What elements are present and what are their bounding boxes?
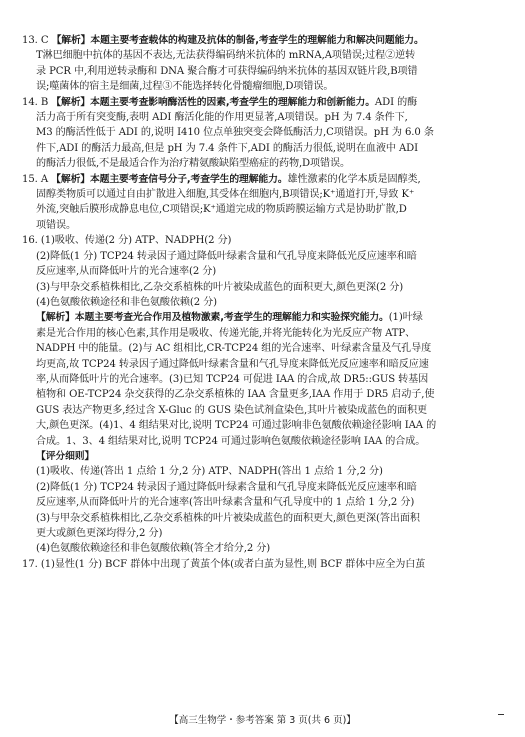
text-line <box>22 434 504 449</box>
text-segment: (2)降低(1 分) TCP24 转录因子通过降低叶绿素含量和气孔导度来降低光反应速率和暗 <box>36 481 417 493</box>
text-line <box>22 64 504 79</box>
text-line <box>22 172 504 187</box>
text-segment: 误;噬菌体的宿主是细菌,过程③不能选择转化骨髓瘤细胞,D项错误。 <box>36 81 334 93</box>
text-segment: (3)与甲杂交系植株相比,乙杂交系植株的叶片被染成蓝色的面积更大,颜色更深(答出面积 <box>36 512 420 524</box>
text-segment: 雄性激素的化学本质是固醇类, <box>287 173 421 185</box>
text-segment: T淋巴细胞中抗体的基因不表达,无法获得编码纳米抗体的 mRNA,A项错误;过程②逆转 <box>36 50 416 62</box>
text-line <box>22 141 504 156</box>
bold-text: 【解析】本题主要考查影响酶活性的因素,考查学生的理解能力和创新能力。 <box>51 96 375 108</box>
text-segment: 合成。1、3、4 组结果对比,说明 TCP24 可通过影响色氨酸依赖途径影响 IAA 的合成。 <box>36 435 426 447</box>
text-line <box>22 110 504 125</box>
text-line <box>22 95 504 110</box>
text-segment: 植物和 OE-TCP24 杂交获得的乙杂交系植株的 IAA 含量更多,IAA 作用于 DR5 启动子,使 <box>36 389 435 401</box>
text-segment: 活力高于所有突变酶,表明 ADI 酶活化能的作用更显著,A项错误。pH 为 7.4 条件下, <box>36 112 408 124</box>
text-line <box>22 449 504 464</box>
text-segment: 率,从而降低叶片的光合速率。(3)已知 TCP24 可促进 IAA 的合成,故 DR5::GUS 转基因 <box>36 373 429 385</box>
text-line <box>22 387 504 402</box>
answer-content <box>22 33 504 572</box>
text-line <box>22 541 504 556</box>
text-segment: 素是光合作用的核心色素,其作用是吸收、传递光能,并将光能转化为光反应产物 ATP、 <box>36 327 416 339</box>
text-segment: 外流,突触后膜形成静息电位,C项错误;K⁺通道完成的物质跨膜运输方式是协助扩散,D <box>36 204 407 216</box>
text-segment: 大,颜色更深。(4)1、4 组结果对比,说明 TCP24 可通过影响非色氨酸依赖途径影响 IAA 的 <box>36 420 437 432</box>
text-line <box>22 202 504 217</box>
text-segment: (2)降低(1 分) TCP24 转录因子通过降低叶绿素含量和气孔导度来降低光反应速率和暗 <box>36 250 417 262</box>
text-line <box>22 357 504 372</box>
text-line <box>22 280 504 295</box>
text-segment: 固醇类物质可以通过自由扩散进入细胞,其受体在细胞内,B项错误;K⁺通道打开,导致 K⁺ <box>36 189 415 201</box>
bold-text: 【解析】本题主要考查载体的构建及抗体的制备,考查学生的理解能力和解决问题能力。 <box>51 35 424 46</box>
text-segment: (4)色氨酸依赖途径和非色氨酸依赖(答全才给分,2 分) <box>36 543 271 555</box>
text-line <box>22 295 504 310</box>
text-segment: 17. (1)显性(1 分) BCF 群体中出现了黄茧个体(或者白茧为显性,则 BCF 群体中应全为白茧 <box>22 558 426 570</box>
text-line <box>22 495 504 510</box>
text-segment: 14. B <box>22 96 52 108</box>
page-footer: 【高三生物学・参考答案 第 3 页(共 6 页)】 <box>169 715 356 726</box>
text-segment: 13. C <box>22 35 52 46</box>
text-segment: 16. (1)吸收、传递(2 分) ATP、NADPH(2 分) <box>22 235 232 247</box>
text-line <box>22 372 504 387</box>
text-segment: (1)吸收、传递(答出 1 点给 1 分,2 分) ATP、NADPH(答出 1 点给 1 分,2 分) <box>36 466 383 478</box>
text-line <box>22 341 504 356</box>
footer-mark <box>498 714 504 715</box>
bold-text: 【解析】本题主要考查光合作用及植物激素,考查学生的理解能力和实验探究能力。 <box>36 312 389 324</box>
text-segment: 均更高,故 TCP24 转录因子通过降低叶绿素含量和气孔导度来降低光反应速率和暗反应速 <box>36 358 429 370</box>
text-line <box>22 403 504 418</box>
text-line <box>22 187 504 202</box>
text-segment: 更大或颜色更深均得分,2 分) <box>36 528 163 539</box>
text-segment: (1)叶绿 <box>388 312 423 324</box>
text-segment: 15. A <box>22 173 52 185</box>
text-segment: 件下,ADI 的酶活力最高,但是 pH 为 7.4 条件下,ADI 的酶活力很低,说明在血液中 ADI <box>36 142 419 154</box>
text-line <box>22 249 504 264</box>
text-segment: M3 的酶活性低于 ADI 的,说明 I410 位点单独突变会降低酶活力,C项错误。pH 为 6.0 条 <box>36 127 434 139</box>
text-line <box>22 480 504 495</box>
text-line <box>22 79 504 94</box>
text-line <box>22 511 504 526</box>
text-segment: 的酶活力很低,不是最适合作为治疗精氨酸缺陷型癌症的药物,D项错误。 <box>36 158 351 170</box>
text-segment: (3)与甲杂交系植株相比,乙杂交系植株的叶片被染成蓝色的面积更大,颜色更深(2 分) <box>36 281 404 293</box>
text-line <box>22 233 504 248</box>
text-segment: 录 PCR 中,利用逆转录酶和 DNA 聚合酶才可获得编码纳米抗体的基因双链片段,B项错 <box>36 65 418 77</box>
text-line <box>22 33 504 48</box>
text-segment: 反应速率,从而降低叶片的光合速率(答出叶绿素含量和气孔导度中的 1 点给 1 分,2 分) <box>36 497 415 509</box>
bold-text: 【解析】本题主要考查信号分子,考查学生的理解能力。 <box>51 173 288 185</box>
text-line <box>22 557 504 572</box>
text-segment: 反应速率,从而降低叶片的光合速率(2 分) <box>36 266 217 278</box>
text-line <box>22 264 504 279</box>
text-line <box>22 310 504 325</box>
text-segment: 项错误。 <box>36 219 76 231</box>
text-segment: NADPH 中的能量。(2)与 AC 组相比,CR-TCP24 组的光合速率、叶绿素含量及气孔导度 <box>36 343 432 355</box>
text-line <box>22 125 504 140</box>
text-line <box>22 218 504 233</box>
text-line <box>22 526 504 541</box>
text-line <box>22 326 504 341</box>
text-segment: (4)色氨酸依赖途径和非色氨酸依赖(2 分) <box>36 296 218 308</box>
text-line <box>22 156 504 171</box>
text-line <box>22 48 504 63</box>
text-line <box>22 464 504 479</box>
text-segment: GUS 表达产物更多,经过含 X-Gluc 的 GUS 染色试剂盒染色,其叶片被染成蓝色的面积更 <box>36 404 428 416</box>
text-segment: ADI 的酶 <box>374 96 418 108</box>
bold-text: 【评分细则】 <box>36 450 95 462</box>
text-line <box>22 418 504 433</box>
